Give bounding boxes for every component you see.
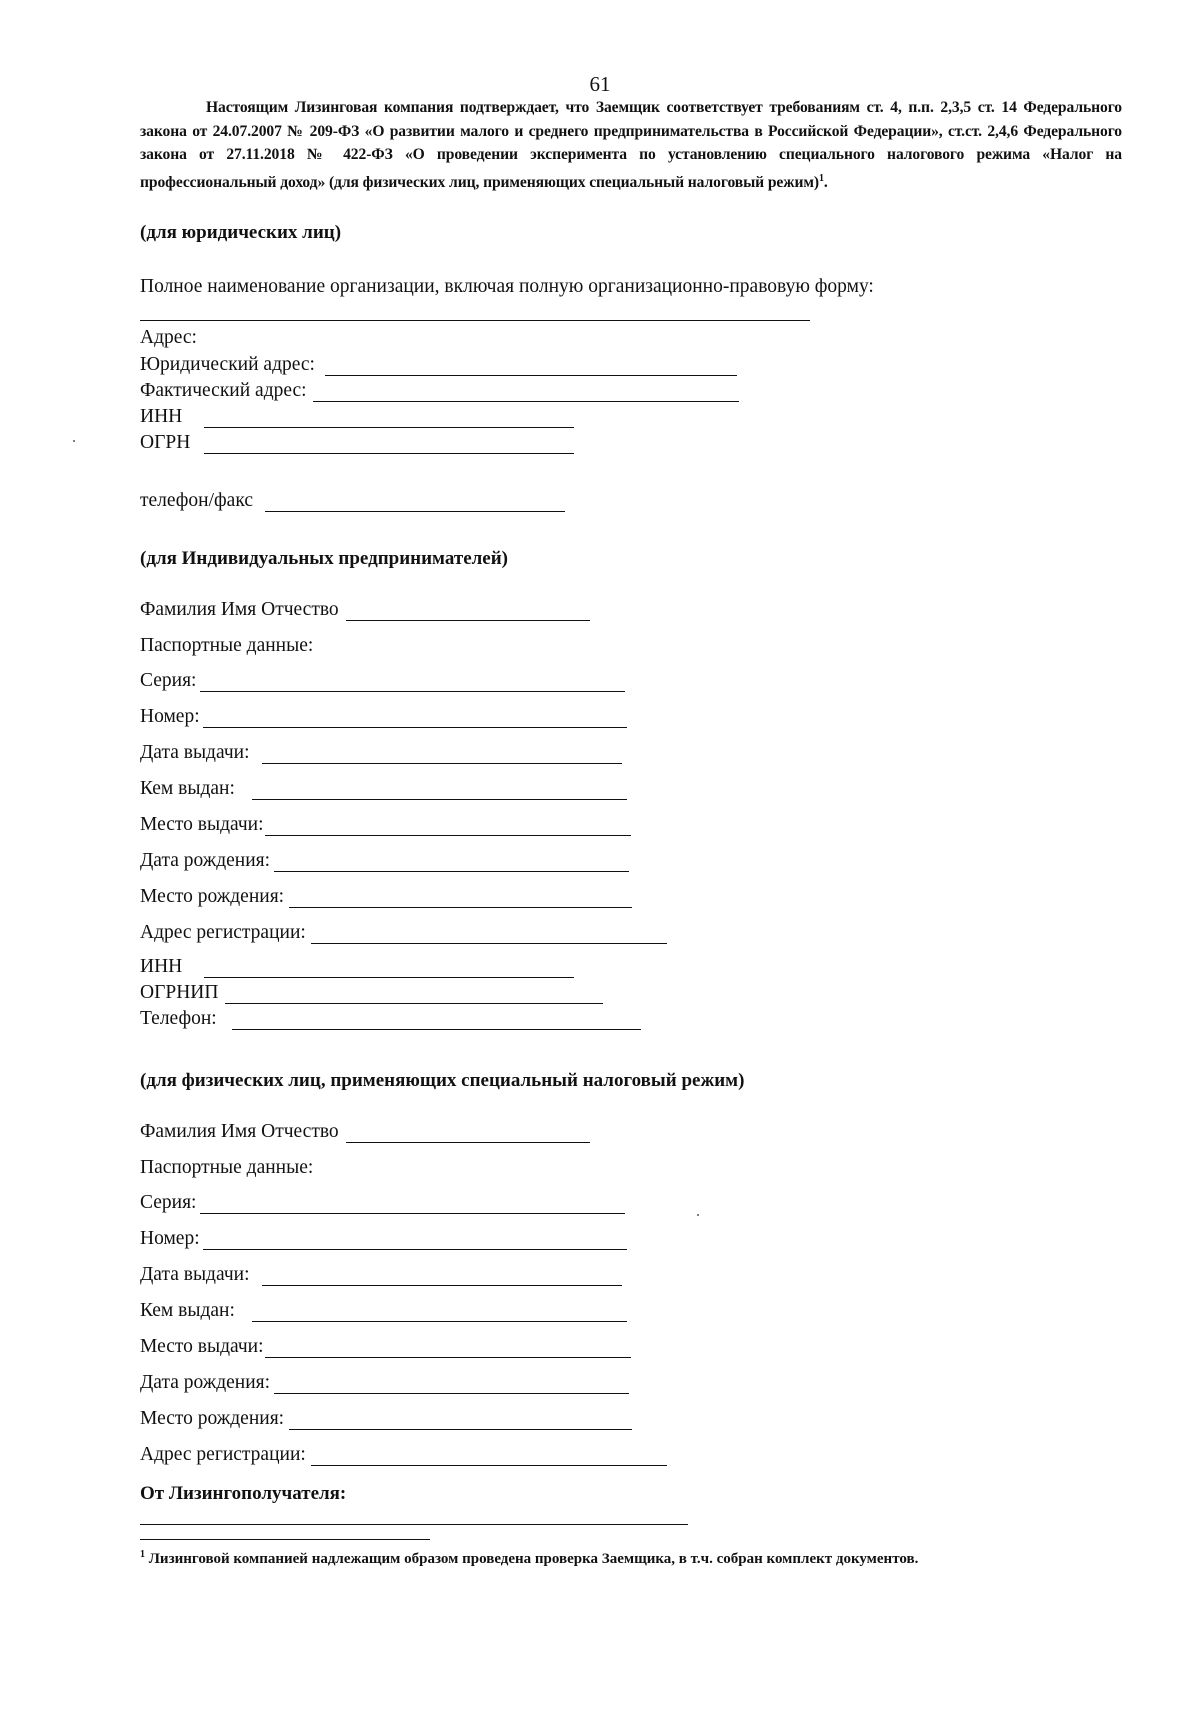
ip-phone-label: Телефон: <box>140 1008 217 1029</box>
se-number-field[interactable] <box>203 1249 627 1250</box>
actual-address-label: Фактический адрес: <box>140 380 307 401</box>
ip-registration-field[interactable] <box>311 943 667 944</box>
se-birth-place-label: Место рождения: <box>140 1408 285 1429</box>
ogrn-field[interactable] <box>204 453 574 454</box>
intro-text: Настоящим Лизинговая компания подтверждает, что Заемщик соответствует требованиям ст. 4, п.п. 2,3,5 ст. 14 Федерального закона от 24.07.2007 № 209-ФЗ «О развитии малого и среднего предпринимательства в Российской Федерации», ст.ст. 2,4,6 Федерального закона от 27.11.2018 № 422-ФЗ «О проведении эксперимента по установлению специального налогового режима «Налог на профессиональный доход» (для физических лиц, применяющих специальный налоговый режим) <box>140 99 1122 191</box>
intro-paragraph <box>140 96 1122 194</box>
se-issue-place-label: Место выдачи: <box>140 1336 264 1357</box>
actual-address-field[interactable] <box>313 401 739 402</box>
phone-fax-label: телефон/факс <box>140 490 253 511</box>
footnote-mark: 1 <box>140 1549 145 1560</box>
se-birth-date-label: Дата рождения: <box>140 1372 271 1393</box>
signature-field[interactable] <box>140 1524 688 1525</box>
se-series-field[interactable] <box>200 1213 625 1214</box>
ip-inn-field[interactable] <box>204 977 574 978</box>
inn-label-legal: ИНН <box>140 406 183 427</box>
ogrn-label: ОГРН <box>140 432 191 453</box>
address-label: Адрес: <box>140 327 197 348</box>
ip-fio-field[interactable] <box>346 620 590 621</box>
scan-speck <box>697 1214 699 1216</box>
ip-series-label: Серия: <box>140 670 197 691</box>
ip-issue-place-label: Место выдачи: <box>140 814 264 835</box>
ip-issued-by-label: Кем выдан: <box>140 778 235 799</box>
ip-fio-label: Фамилия Имя Отчество <box>140 599 339 620</box>
signature-label: От Лизингополучателя: <box>140 1483 347 1504</box>
se-birth-date-field[interactable] <box>274 1393 629 1394</box>
intro-footnote-mark: 1 <box>818 172 824 184</box>
ip-birth-date-label: Дата рождения: <box>140 850 271 871</box>
page-number: 61 <box>589 72 611 96</box>
se-passport-label: Паспортные данные: <box>140 1157 314 1178</box>
full-name-field[interactable] <box>140 320 810 321</box>
se-issued-by-field[interactable] <box>252 1321 627 1322</box>
se-fio-field[interactable] <box>346 1142 590 1143</box>
footnote-divider <box>140 1539 430 1540</box>
intro-tail: . <box>823 173 828 191</box>
scan-speck <box>73 440 75 442</box>
se-issued-by-label: Кем выдан: <box>140 1300 235 1321</box>
ip-issue-date-label: Дата выдачи: <box>140 742 250 763</box>
footnote <box>140 1549 918 1568</box>
ip-ogrnip-label: ОГРНИП <box>140 982 219 1003</box>
ip-number-field[interactable] <box>203 727 627 728</box>
legal-entities-heading: (для юридических лиц) <box>140 222 342 243</box>
se-issue-date-label: Дата выдачи: <box>140 1264 250 1285</box>
ip-ogrnip-field[interactable] <box>225 1003 603 1004</box>
entrepreneurs-heading: (для Индивидуальных предпринимателей) <box>140 548 509 569</box>
full-name-label: Полное наименование организации, включая полную организационно-правовую форму: <box>140 276 874 297</box>
se-number-label: Номер: <box>140 1228 200 1249</box>
ip-birth-place-field[interactable] <box>289 907 632 908</box>
ip-number-label: Номер: <box>140 706 200 727</box>
footnote-text: Лизинговой компанией надлежащим образом проведена проверка Заемщика, в т.ч. собран комплект документов. <box>148 1551 919 1567</box>
ip-registration-label: Адрес регистрации: <box>140 922 306 943</box>
ip-issue-place-field[interactable] <box>265 835 631 836</box>
self-employed-heading: (для физических лиц, применяющих специальный налоговый режим) <box>140 1070 745 1091</box>
se-registration-field[interactable] <box>311 1465 667 1466</box>
ip-passport-label: Паспортные данные: <box>140 635 314 656</box>
se-fio-label: Фамилия Имя Отчество <box>140 1121 339 1142</box>
se-issue-place-field[interactable] <box>265 1357 631 1358</box>
se-issue-date-field[interactable] <box>262 1285 622 1286</box>
phone-fax-field[interactable] <box>265 511 565 512</box>
inn-field-legal[interactable] <box>204 427 574 428</box>
ip-inn-label: ИНН <box>140 956 183 977</box>
ip-series-field[interactable] <box>200 691 625 692</box>
se-birth-place-field[interactable] <box>289 1429 632 1430</box>
ip-issue-date-field[interactable] <box>262 763 622 764</box>
se-registration-label: Адрес регистрации: <box>140 1444 306 1465</box>
ip-issued-by-field[interactable] <box>252 799 627 800</box>
ip-birth-date-field[interactable] <box>274 871 629 872</box>
legal-address-label: Юридический адрес: <box>140 354 315 375</box>
legal-address-field[interactable] <box>325 375 737 376</box>
ip-birth-place-label: Место рождения: <box>140 886 285 907</box>
se-series-label: Серия: <box>140 1192 197 1213</box>
ip-phone-field[interactable] <box>232 1029 641 1030</box>
